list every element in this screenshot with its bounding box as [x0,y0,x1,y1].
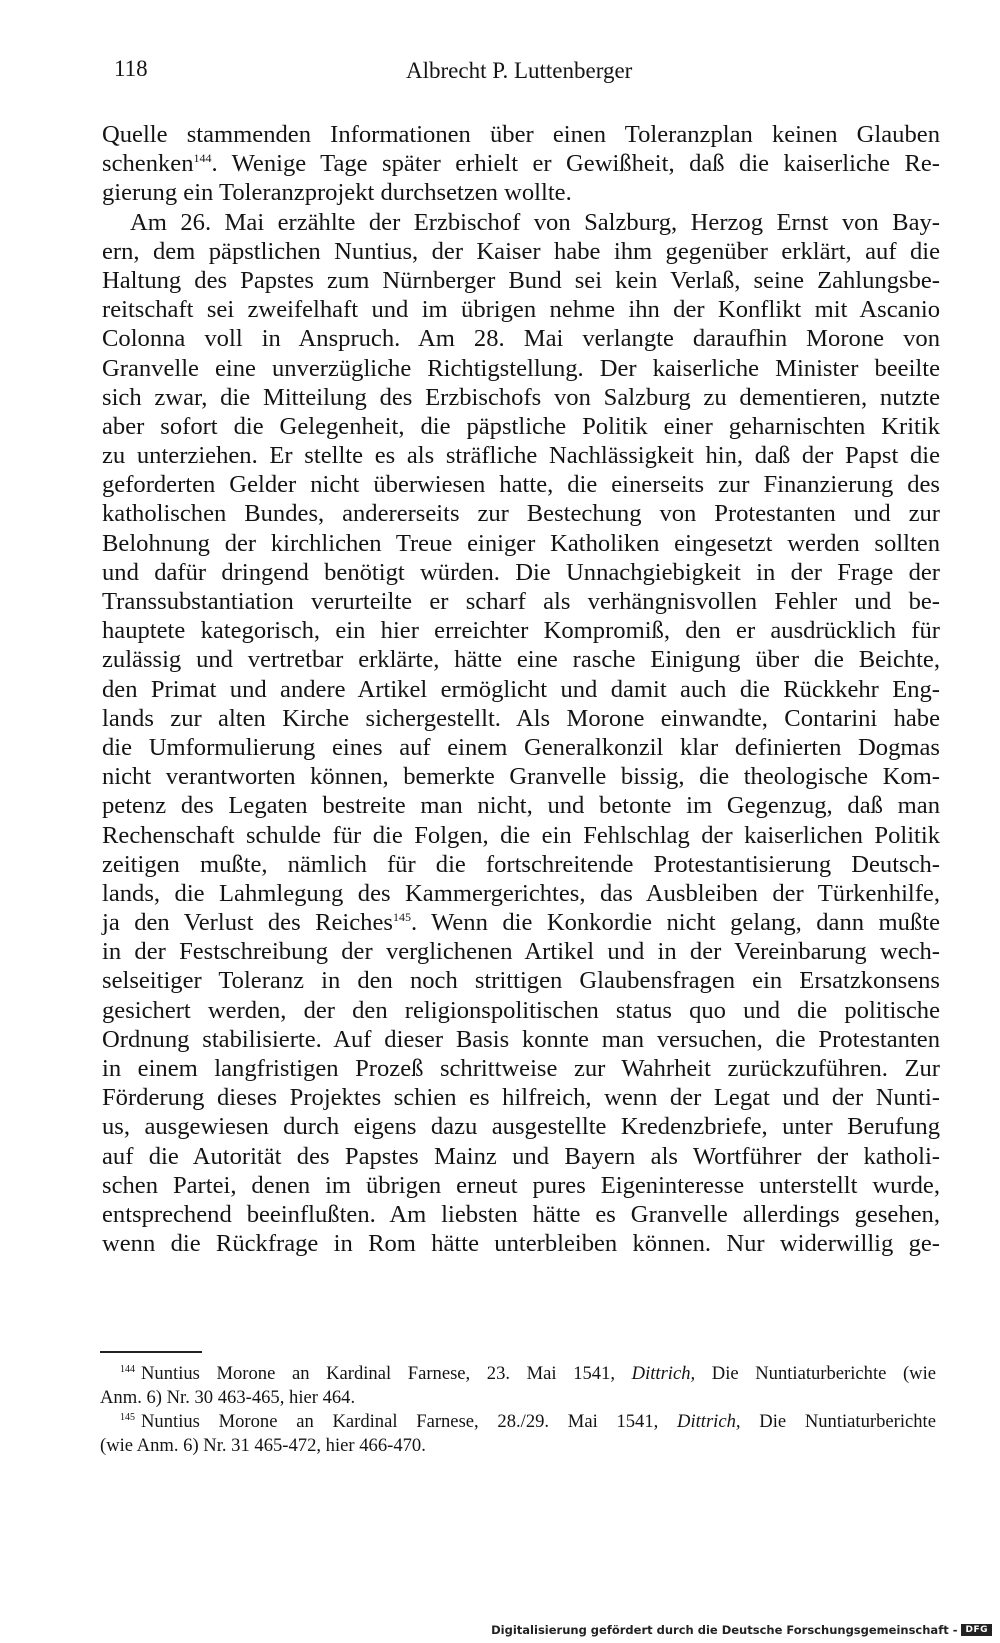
dfg-logo: DFG [961,1624,992,1636]
footnote-text: Die Nuntiaturberichte (wie [711,1363,936,1384]
footnote-144-cont: Anm. 6) Nr. 30 463-465, hier 464. [100,1387,356,1408]
text-line: ern, dem päpstlichen Nuntius, der Kaiser habe ihm gegenüber erklärt, auf die [102,237,940,265]
text-line: gierung ein Toleranzprojekt durchsetzen wollte. [102,179,572,207]
footnote-author: Dittrich, [631,1363,696,1384]
text-line: reitschaft sei zweifelhaft und im übrigen nehme ihn der Konflikt mit Ascanio [102,296,940,324]
text-fragment: ja den Verlust des Reiches [102,909,393,937]
text-fragment: . Wenige Tage später erhielt er Gewißheit, daß die kaiserliche Re- [211,150,940,178]
text-line: aber sofort die Gelegenheit, die päpstliche Politik einer geharnischten Kritik [102,412,940,440]
text-line: katholischen Bundes, andererseits zur Bestechung von Protestanten und zur [102,500,940,528]
text-line: und dafür dringend benötigt würden. Die Unnachgiebigkeit in der Frage der [102,558,940,586]
text-line: in einem langfristigen Prozeß schrittweise zur Wahrheit zurückzuführen. Zur [102,1055,940,1082]
footnote-text: Nuntius Morone an Kardinal Farnese, 23. Mai 1541, [141,1363,616,1384]
credit-text: Digitalisierung gefördert durch die Deutsche Forschungsgemeinschaft - [491,1623,958,1637]
text-line: wenn die Rückfrage in Rom hätte unterbleiben können. Nur widerwillig ge- [102,1230,940,1258]
text-line: gesichert werden, der den religionspolitischen status quo und die politische [102,996,940,1024]
text-line: petenz des Legaten bestreite man nicht, und betonte im Gegenzug, daß man [102,792,940,820]
footnote-145-cont: (wie Anm. 6) Nr. 31 465-472, hier 466-470. [100,1435,426,1456]
text-line: den Primat und andere Artikel ermöglicht und damit auch die Rückkehr Eng- [102,675,940,703]
text-line: Colonna voll in Anspruch. Am 28. Mai verlangte daraufhin Morone von [102,325,940,353]
footnote-author: Dittrich, [677,1411,741,1432]
text-line: Haltung des Papstes zum Nürnberger Bund sei kein Verlaß, seine Zahlungsbe- [102,266,940,294]
text-line: entsprechend beeinflußten. Am liebsten hätte es Granvelle allerdings gesehen, [102,1200,940,1228]
text-line [102,149,940,178]
text-line: die Umformulierung eines auf einem Generalkonzil klar definierten Dogmas [102,733,940,761]
footnote-number: 145 [120,1411,135,1423]
text-line: geforderten Gelder nicht überwiesen hatte, die einerseits zur Finanzierung des [102,471,940,499]
text-line: selseitiger Toleranz in den noch strittigen Glaubensfragen ein Ersatzkonsens [102,967,940,995]
text-line: Förderung dieses Projektes schien es hilfreich, wenn der Legat und der Nunti- [102,1084,940,1112]
text-line: Quelle stammenden Informationen über einen Toleranzplan keinen Glauben [102,121,940,148]
text-line: auf die Autorität des Papstes Mainz und Bayern als Wortführer der katholi- [102,1142,940,1170]
text-line [102,908,940,937]
footnote-text: Die Nuntiaturberichte [759,1411,936,1432]
text-line: us, ausgewiesen durch eigens dazu ausgestellte Kredenzbriefe, unter Berufung [102,1113,940,1141]
footnote-divider [100,1351,202,1353]
text-line: Am 26. Mai erzählte der Erzbischof von Salzburg, Herzog Ernst von Bay- [130,208,940,236]
footnote-text: Nuntius Morone an Kardinal Farnese, 28./29. Mai 1541, [141,1411,659,1432]
footnote-ref-144[interactable]: 144 [193,151,212,165]
digitization-credit [491,1621,992,1639]
text-line: nicht verantworten können, bemerkte Granvelle bissig, die theologische Kom- [102,763,940,791]
text-line: in der Festschreibung der verglichenen Artikel und in der Vereinbarung wech- [102,938,940,966]
text-line: zu unterziehen. Er stellte es als sträfliche Nachlässigkeit hin, daß der Papst die [102,442,940,470]
text-line: zeitigen mußte, nämlich für die fortschreitende Protestantisierung Deutsch- [102,850,940,878]
text-line: Transsubstantiation verurteilte er scharf als verhängnisvollen Fehler und be- [102,588,940,615]
text-fragment: schenken [102,150,194,178]
footnote-ref-145[interactable]: 145 [392,909,411,924]
text-line: sich zwar, die Mitteilung des Erzbischofs von Salzburg zu dementieren, nutzte [102,383,940,411]
page-number: 118 [114,56,148,81]
text-line: lands, die Lahmlegung des Kammergerichtes, das Ausbleiben der Türkenhilfe, [102,879,940,907]
footnotes [100,1362,936,1458]
text-fragment: . Wenn die Konkordie nicht gelang, dann mußte [410,909,940,937]
running-head: Albrecht P. Luttenberger [406,58,633,83]
text-line: lands zur alten Kirche sichergestellt. Als Morone einwandte, Contarini habe [102,704,940,732]
footnote-145 [100,1410,936,1434]
text-line: Belohnung der kirchlichen Treue einiger Katholiken eingesetzt werden sollten [102,529,940,557]
footnote-number: 144 [120,1363,135,1375]
text-line: schen Partei, denen im übrigen erneut pures Eigeninteresse unterstellt wurde, [102,1171,940,1199]
text-line: zulässig und vertretbar erklärte, hätte eine rasche Einigung über die Beichte, [102,646,940,674]
text-line: hauptete kategorisch, ein hier erreichter Kompromiß, den er ausdrücklich für [102,617,940,645]
text-line: Ordnung stabilisierte. Auf dieser Basis konnte man versuchen, die Protestanten [102,1025,940,1053]
text-line: Rechenschaft schulde für die Folgen, die ein Fehlschlag der kaiserlichen Politik [102,821,940,849]
body-text [102,120,940,1258]
footnote-144 [100,1362,936,1386]
text-line: Granvelle eine unverzügliche Richtigstellung. Der kaiserliche Minister beeilte [102,354,940,382]
